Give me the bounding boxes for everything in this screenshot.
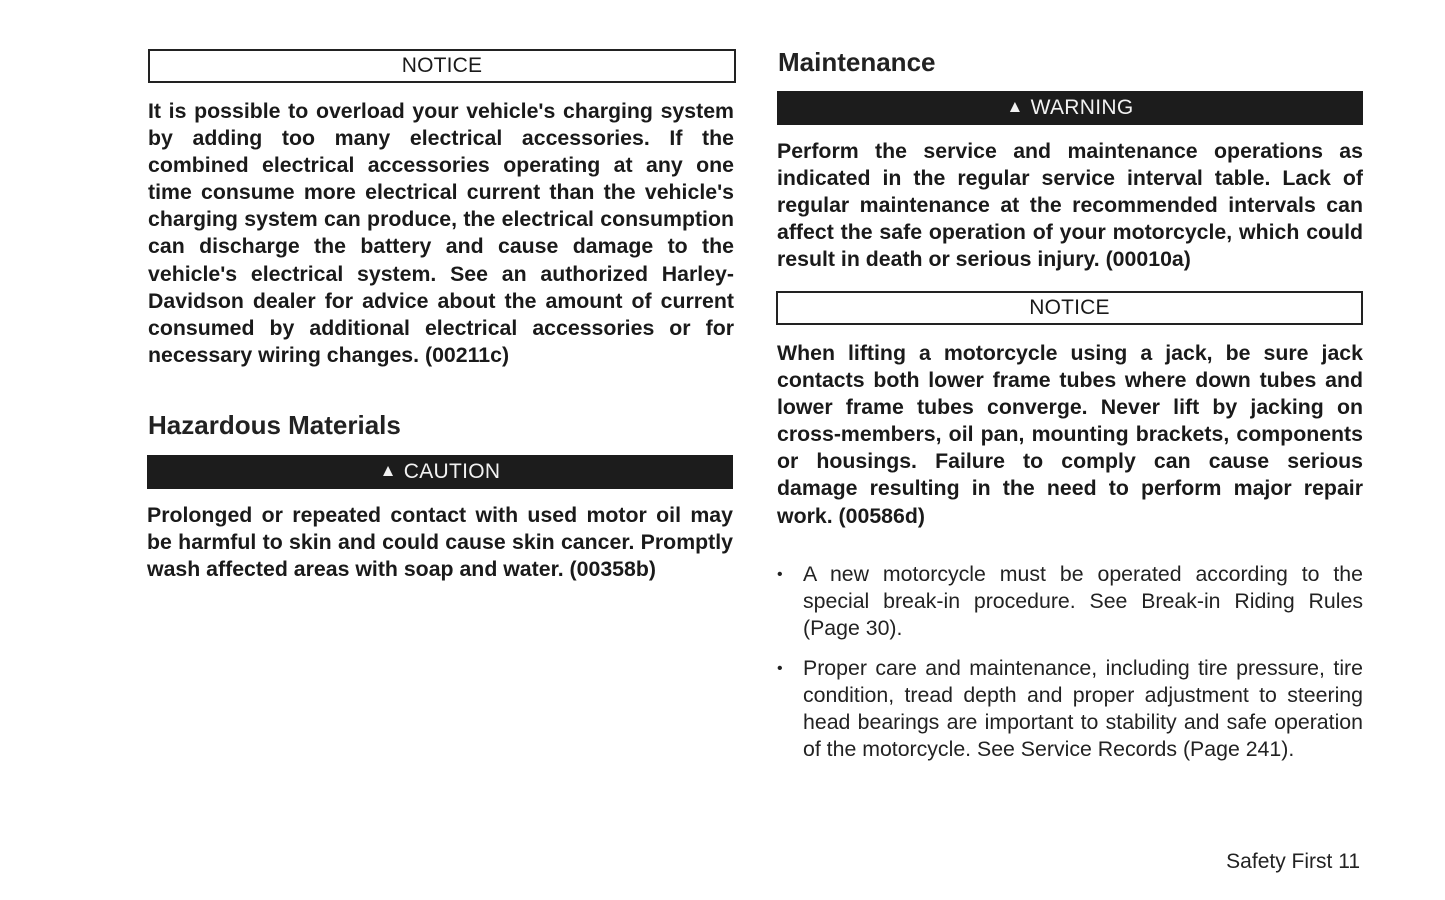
warning-triangle-icon: ▲	[1006, 97, 1024, 116]
warning-label: WARNING	[1030, 96, 1134, 119]
notice-box-left	[148, 49, 736, 83]
list-item-text: Proper care and maintenance, including tire pressure, tire condition, tread depth and proper adjustment to steering head bearings are important to stability and safe operation of the motorcycle. See Service Records (Page 241).	[803, 656, 1363, 761]
section-heading-maintenance: Maintenance	[778, 47, 936, 77]
warning-bar	[777, 91, 1363, 125]
caution-bar	[147, 455, 733, 489]
list-item	[777, 655, 1363, 763]
maintenance-bullet-list	[777, 561, 1363, 776]
notice-text-right: When lifting a motorcycle using a jack, be sure jack contacts both lower frame tubes where down tubes and lower frame tubes converge. Never lift by jacking on cross-members, oil pan, mounting brackets, components or housings. Failure to comply can cause serious damage resulting in the need to perform major repair work. (00586d)	[777, 341, 1363, 528]
notice-label: NOTICE	[401, 54, 483, 77]
notice-label: NOTICE	[1029, 296, 1110, 319]
warning-triangle-icon: ▲	[379, 461, 397, 480]
notice-box-right	[776, 291, 1363, 325]
warning-text: Perform the service and maintenance operations as indicated in the regular service interval table. Lack of regular maintenance at the recommended intervals can affect the safe operation of your motorcycle, which could result in death or serious injury. (00010a)	[777, 139, 1363, 272]
list-item	[777, 561, 1363, 642]
caution-label: CAUTION	[403, 460, 501, 483]
bullet-dot-icon: •	[777, 660, 783, 677]
list-item-text: A new motorcycle must be operated according to the special break-in procedure. See Break-in Riding Rules (Page 30).	[803, 562, 1363, 640]
bullet-dot-icon: •	[777, 566, 783, 583]
caution-text: Prolonged or repeated contact with used motor oil may be harmful to skin and could cause skin cancer. Promptly wash affected areas with soap and water. (00358b)	[147, 503, 733, 582]
page-footer: Safety First 11	[1226, 850, 1360, 873]
notice-text-left: It is possible to overload your vehicle's charging system by adding too many electrical accessories. If the combined electrical accessories operating at any one time consume more electrical current than the vehicle's charging system can produce, the electrical consumption can discharge the battery and cause damage to the vehicle's electrical system. See an authorized Harley-Davidson dealer for advice about the amount of current consumed by additional electrical accessories or for necessary wiring changes. (00211c)	[148, 99, 734, 367]
section-heading-hazardous-materials: Hazardous Materials	[148, 410, 401, 440]
